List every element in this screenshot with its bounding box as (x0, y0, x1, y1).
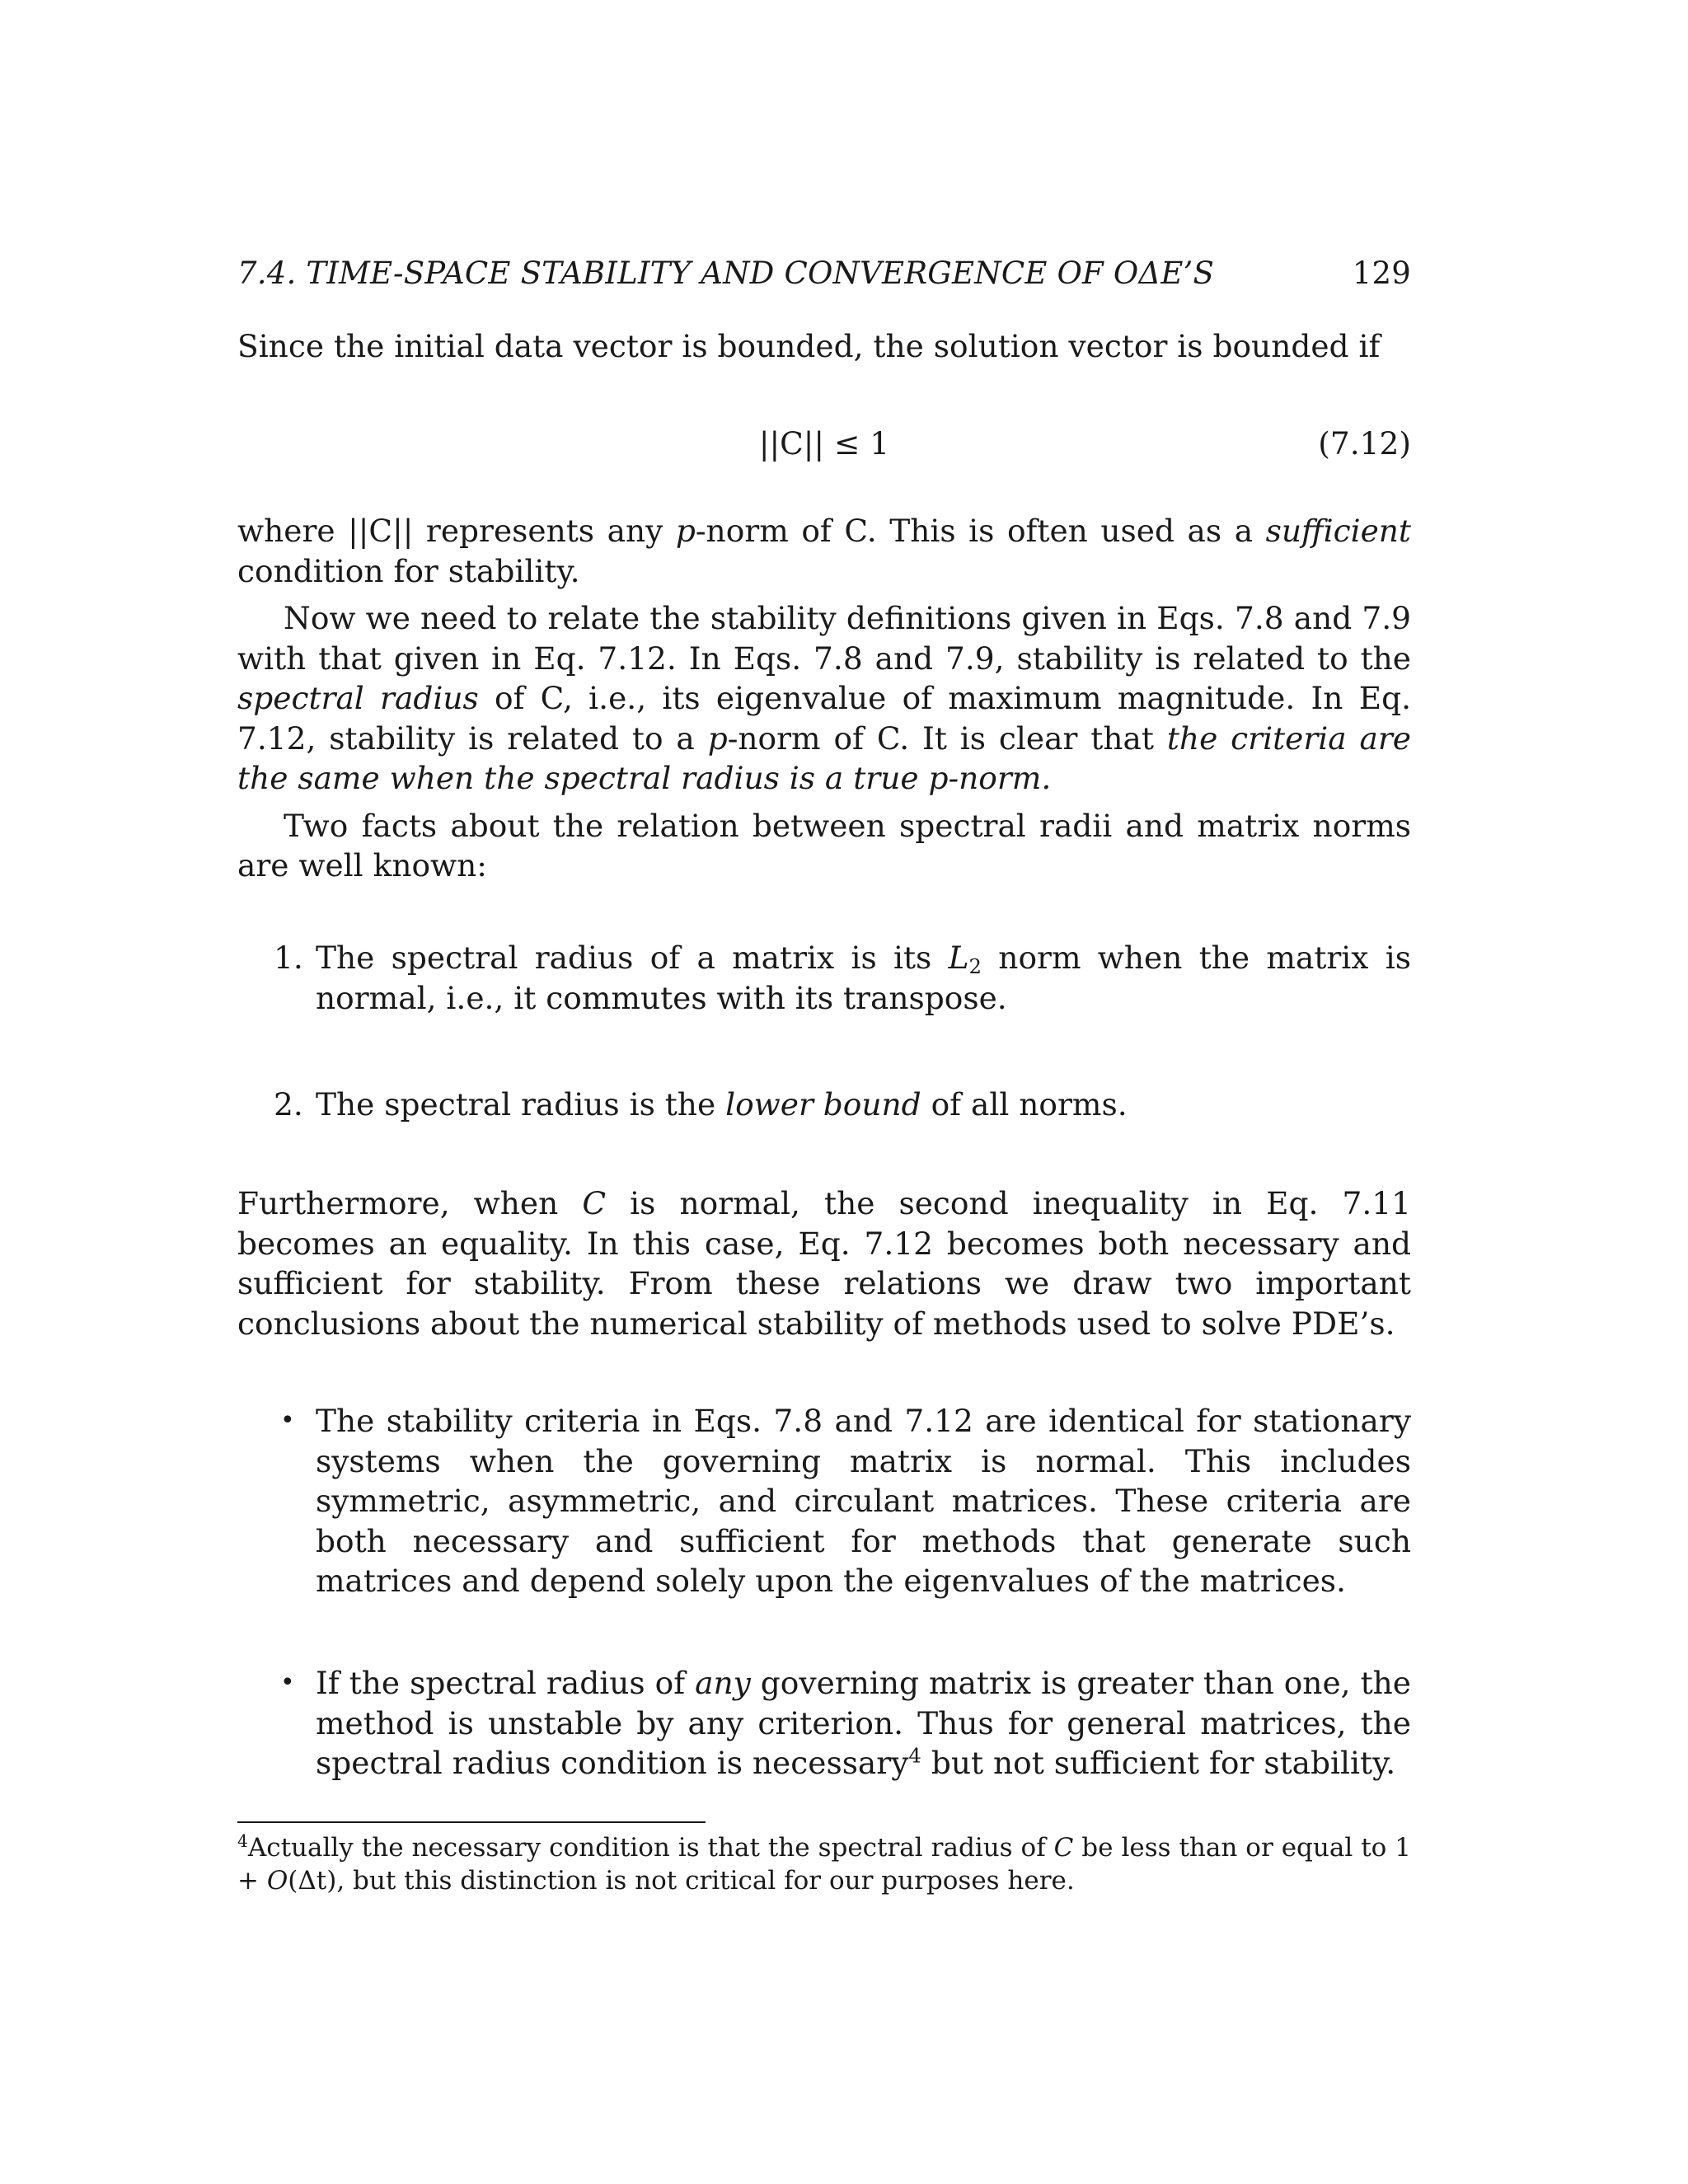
paragraph-norm-pre: where ||C|| represents any (237, 513, 676, 549)
bullet-text-mid: governing matrix is greater than one, the method is unstable by any criterion. Thus for general matrices, the spectral radius condition is necessary (316, 1665, 1411, 1781)
math-O: O (266, 1866, 288, 1896)
paragraph-furthermore-post: is normal, the second inequality in Eq. 7.11 becomes an equality. In this case, Eq. 7.12 becomes both necessary and sufficient for stability. From these relations we draw two important conclusions about the numerical stability of methods used to solve PDE’s. (237, 1185, 1411, 1342)
paragraph-relate (237, 598, 1411, 799)
math-L: L (948, 940, 969, 976)
paragraph-facts: Two facts about the relation between spectral radii and matrix norms are well known: (237, 807, 1411, 883)
math-p: p (707, 719, 728, 757)
footnote (237, 1831, 1411, 1897)
list-item-post: norm when the matrix is normal, i.e., it commutes with its transpose. (316, 940, 1411, 1016)
math-C: C (582, 1185, 607, 1221)
footnote-pre: Actually the necessary condition is that the spectral radius of (247, 1833, 1054, 1863)
bullet-item-2 (237, 1663, 1411, 1783)
emphasis-criteria: the criteria are the same when the spectral radius is a true p-norm. (237, 719, 1411, 796)
bullet-marker: • (280, 1406, 295, 1435)
footnote-post: , but this distinction is not critical for our purposes here. (336, 1866, 1075, 1896)
paragraph-furthermore-pre: Furthermore, when (237, 1185, 583, 1221)
emphasis-sufficient: sufficient (1265, 513, 1411, 549)
emphasis-spectral-radius: spectral radius (237, 680, 479, 716)
body-block-1 (237, 511, 1411, 886)
paragraph-relate-part1: Now we need to relate the stability definitions given in Eqs. 7.8 and 7.9 with that given in Eq. 7.12. In Eqs. 7.8 and 7.9, stability is related to the (237, 600, 1411, 677)
list-marker: 2. (274, 1086, 303, 1122)
intro-sentence-text: Since the initial data vector is bounded, the solution vector is bounded if (237, 328, 1381, 364)
bullet-text: The stability criteria in Eqs. 7.8 and 7.12 are identical for stationary systems when the governing matrix is normal. This includes symmetric, asymmetric, and circulant matrices. These criteria are both necessary and sufficient for methods that generate such matrices and depend solely upon the eigenvalues of the matrices. (316, 1403, 1411, 1599)
list-item-pre: The spectral radius of a matrix is its (316, 940, 949, 976)
equation-number: (7.12) (1318, 425, 1411, 462)
list-item-post: of all norms. (921, 1086, 1128, 1122)
paragraph-relate-part3: -norm of C. It is clear that (727, 719, 1167, 757)
paragraph-norm-mid: -norm of C. This is often used as a (695, 513, 1266, 549)
math-p: p (675, 513, 696, 549)
emphasis-lower-bound: lower bound (725, 1086, 921, 1122)
bullet-marker: • (280, 1668, 295, 1697)
emphasis-any: any (695, 1665, 751, 1701)
equation-7-12 (237, 420, 1411, 466)
running-head (237, 249, 1411, 298)
footnote-mark: 4 (237, 1830, 248, 1851)
math-subscript: 2 (968, 954, 982, 979)
page (237, 239, 1411, 2011)
list-marker: 1. (274, 940, 303, 976)
bullet-item-1 (237, 1401, 1411, 1601)
numbered-list-item-1 (237, 938, 1411, 1018)
equation-body: ||C|| ≤ 1 (758, 425, 890, 462)
footnote-reference: 4 (908, 1743, 921, 1768)
footnote-rule (237, 1821, 706, 1823)
bullet-text-post: but not sufficient for stability. (921, 1745, 1396, 1781)
paragraph-norm (237, 511, 1411, 591)
list-item-pre: The spectral radius is the (316, 1086, 726, 1122)
paragraph-norm-post: condition for stability. (237, 552, 580, 589)
math-argument: (Δt) (288, 1866, 337, 1896)
bullet-text-pre: If the spectral radius of (316, 1665, 696, 1701)
intro-sentence (237, 326, 1411, 367)
paragraph-furthermore (237, 1183, 1411, 1343)
footnote-mid: be less than or equal to 1 + (237, 1833, 1411, 1896)
paragraph-relate-part2: of C, i.e., its eigenvalue of maximum magnitude. In Eq. 7.12, stability is related to a (237, 680, 1411, 757)
numbered-list-item-2 (237, 1085, 1411, 1125)
page-number: 129 (1352, 255, 1411, 291)
section-title: 7.4. TIME-SPACE STABILITY AND CONVERGENCE OF OΔE’S (237, 255, 1215, 291)
math-C: C (1053, 1833, 1074, 1863)
